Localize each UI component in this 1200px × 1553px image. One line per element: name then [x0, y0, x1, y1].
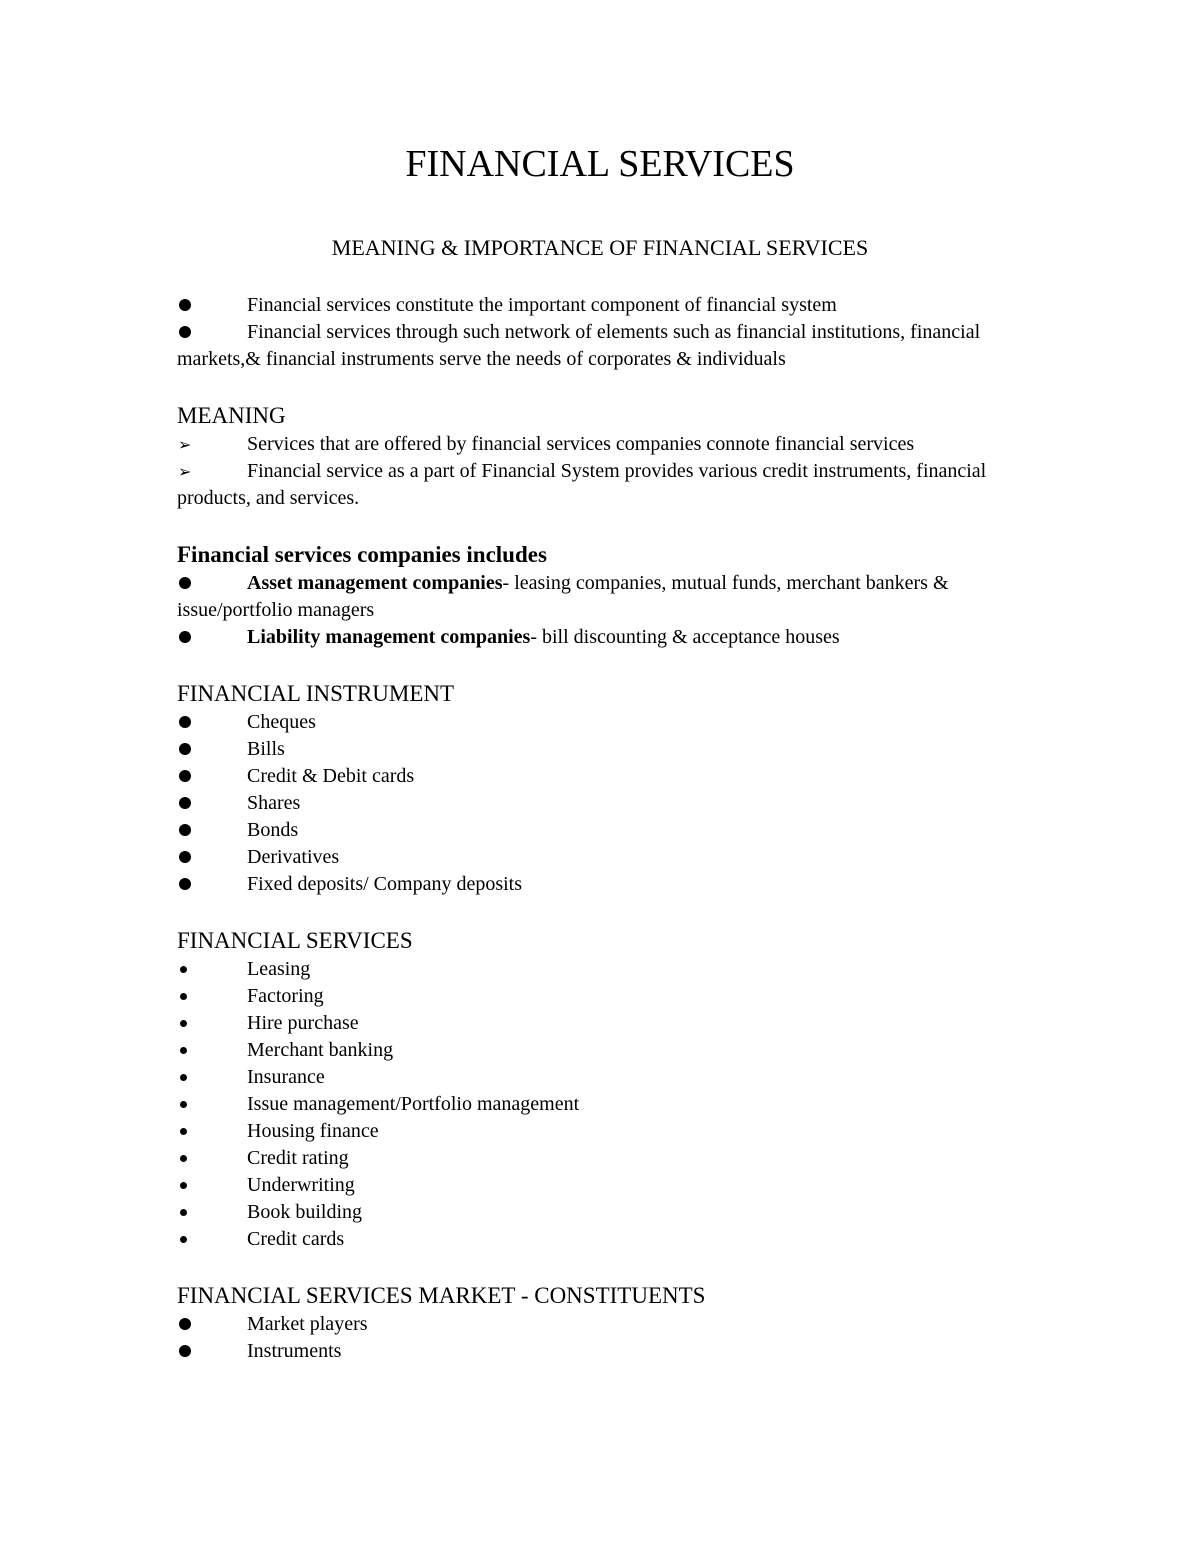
list-item-term: Liability management companies — [247, 626, 531, 648]
document-body — [177, 292, 1047, 1365]
list-item-text: Financial service as a part of Financial System provides various credit instruments, financial products, and services. — [177, 460, 987, 509]
list-item — [177, 790, 1047, 817]
bullet-icon — [177, 1199, 247, 1226]
list-item-text: Financial services through such network of elements such as financial institutions, financial markets,& financial instruments serve the needs of corporates & individuals — [177, 321, 981, 370]
bullet-icon — [177, 570, 247, 597]
bullet-icon — [177, 1145, 247, 1172]
bullet-icon — [177, 1338, 247, 1365]
list-item — [177, 1199, 1047, 1226]
list-item-text: Insurance — [247, 1066, 325, 1088]
list-item — [177, 956, 1047, 983]
bullet-icon — [177, 1064, 247, 1091]
section-heading: Financial services companies includes — [177, 542, 547, 567]
list-item-text: Book building — [247, 1201, 363, 1223]
list-item-text: Leasing — [247, 958, 311, 980]
bullet-icon — [177, 1118, 247, 1145]
bullet-icon — [177, 817, 247, 844]
section-heading: FINANCIAL SERVICES MARKET - CONSTITUENTS — [177, 1283, 706, 1308]
list-item-text: Credit & Debit cards — [247, 765, 415, 787]
bullet-icon — [177, 1010, 247, 1037]
bullet-icon — [177, 1091, 247, 1118]
bullet-icon — [177, 871, 247, 898]
bullet-icon — [177, 736, 247, 763]
list-item-text: Derivatives — [247, 846, 340, 868]
services-section — [177, 926, 1047, 1253]
list-item — [177, 871, 1047, 898]
list-item — [177, 1172, 1047, 1199]
list-item-text: Factoring — [247, 985, 324, 1007]
bullet-icon — [177, 1311, 247, 1338]
list-item — [177, 292, 1047, 319]
list-item-text: Financial services constitute the important component of financial system — [247, 294, 837, 316]
list-item-text: Underwriting — [247, 1174, 355, 1196]
list-item — [177, 319, 1047, 373]
instruments-list — [177, 709, 1047, 898]
list-item — [177, 1145, 1047, 1172]
list-item-text: Cheques — [247, 711, 316, 733]
list-item — [177, 1091, 1047, 1118]
meaning-section — [177, 401, 1047, 512]
list-item — [177, 1037, 1047, 1064]
list-item — [177, 736, 1047, 763]
bullet-icon — [177, 844, 247, 871]
bullet-icon — [177, 292, 247, 319]
bullet-icon — [177, 319, 247, 346]
bullet-icon — [177, 763, 247, 790]
list-item-text: - bill discounting & acceptance houses — [530, 626, 840, 648]
list-item — [177, 817, 1047, 844]
market-section — [177, 1281, 1047, 1365]
list-item — [177, 1338, 1047, 1365]
bullet-icon — [177, 956, 247, 983]
list-item — [177, 624, 1047, 651]
list-item — [177, 763, 1047, 790]
list-item-text: Fixed deposits/ Company deposits — [247, 873, 522, 895]
list-item-text: Shares — [247, 792, 301, 814]
bullet-icon — [177, 1172, 247, 1199]
list-item — [177, 1064, 1047, 1091]
bullet-icon — [177, 624, 247, 651]
list-item-text: - leasing companies, mutual funds, merchant bankers & issue/portfolio managers — [177, 572, 949, 621]
bullet-icon — [177, 790, 247, 817]
document-subtitle: MEANING & IMPORTANCE OF FINANCIAL SERVICES — [331, 235, 869, 260]
arrow-bullet-icon: ➢ — [178, 464, 192, 481]
list-item — [177, 1311, 1047, 1338]
list-item-text: Merchant banking — [247, 1039, 394, 1061]
list-item-text: Market players — [247, 1313, 368, 1335]
list-item — [177, 1010, 1047, 1037]
list-item — [177, 709, 1047, 736]
list-item-text: Bonds — [247, 819, 299, 841]
section-heading: FINANCIAL INSTRUMENT — [177, 681, 455, 706]
bullet-icon — [177, 1226, 247, 1253]
bullet-icon — [177, 709, 247, 736]
list-item — [177, 570, 1047, 624]
bullet-icon — [177, 1037, 247, 1064]
list-item — [177, 1226, 1047, 1253]
list-item-text: Housing finance — [247, 1120, 379, 1142]
intro-section — [177, 292, 1047, 373]
instruments-section — [177, 679, 1047, 898]
document-title: FINANCIAL SERVICES — [405, 143, 795, 185]
list-item-text: Bills — [247, 738, 285, 760]
list-item-term: Asset management companies — [247, 572, 503, 594]
companies-section — [177, 540, 1047, 651]
section-heading: MEANING — [177, 403, 286, 428]
bullet-icon — [177, 983, 247, 1010]
services-list — [177, 956, 1047, 1253]
section-heading: FINANCIAL SERVICES — [177, 928, 413, 953]
arrow-bullet-icon: ➢ — [178, 437, 192, 454]
list-item — [177, 983, 1047, 1010]
list-item-text: Instruments — [247, 1340, 342, 1362]
list-item-text: Services that are offered by financial services companies connote financial services — [247, 433, 915, 455]
list-item-text: Hire purchase — [247, 1012, 359, 1034]
list-item-text: Credit rating — [247, 1147, 349, 1169]
list-item — [177, 458, 1047, 512]
list-item-text: Credit cards — [247, 1228, 345, 1250]
list-item — [177, 1118, 1047, 1145]
market-list — [177, 1311, 1047, 1365]
list-item — [177, 431, 1047, 458]
list-item-text: Issue management/Portfolio management — [247, 1093, 580, 1115]
list-item — [177, 844, 1047, 871]
